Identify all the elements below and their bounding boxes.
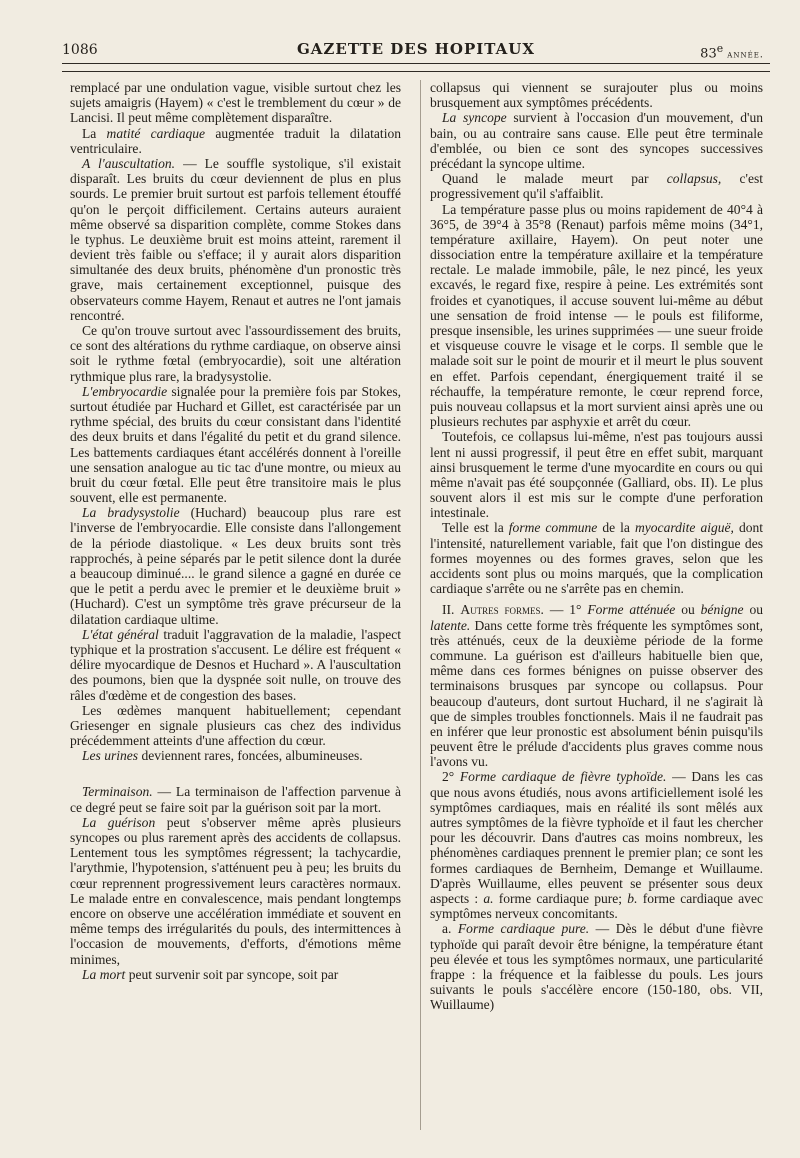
page-number: 1086 bbox=[62, 42, 98, 58]
paragraph: Terminaison. — La terminaison de l'affection parvenue à ce degré peut se faire soit par la guérison soit par la mort. bbox=[70, 784, 402, 815]
header-rule-bottom bbox=[62, 71, 770, 72]
header-rule-top bbox=[62, 63, 770, 64]
paragraph: 2° Forme cardiaque de fièvre typhoïde. — Dans les cas que nous avons étudiés, nous avons artificiellement isolé les symptômes cardiaques, mais en réalité ils sont mêlés aux autres symptômes de la fièvre typhoïde et il faut les chercher pour les découvrir. Dans d'autres cas moins nombreux, les phénomènes cardiaques prennent le premier plan; ce sont les formes cardiaques de Bernheim, Demange et Wuillaume. D'après Wuillaume, elles peuvent se présenter sous deux aspects : a. forme cardiaque pure; b. forme cardiaque avec symptômes nerveux concomitants. bbox=[430, 769, 764, 922]
paragraph: L'embryocardie signalée pour la première fois par Stokes, surtout étudiée par Huchard et Gillet, est caractérisée par un rythme spécial, des bruits du cœur consistant dans l'identité des deux bruits et dans l'égalité du petit et du grand silence. Les battements cardiaques étant accélérés donnent à l'oreille une sensation analogue au tic tac d'une montre, ou mieux au bruit du cœur fœtal. Elle peut être transitoire mais le plus souvent, elle est permanente. bbox=[70, 383, 401, 506]
paragraph: A l'auscultation. — Le souffle systolique, s'il existait disparaît. Les bruits du cœur deviennent de plus en plus sourds. Le premier bruit surtout est parfois tellement étouffé qu'on le perçoit difficilement. Certains auteurs auraient même observé sa disparition complète, comme Stokes dans le typhus. Le deuxième bruit est moins atteint, rarement il devient très faible ou s'efface; il y aurait alors disparition simultanée des deux bruits, phénomène d'un pronostic très grave, mais certainement exceptionnel, puisque des observateurs comme Hayem, Renaut et autres ne l'ont jamais rencontré. bbox=[70, 155, 401, 323]
paragraph: La température passe plus ou moins rapidement de 40°4 à 36°5, de 39°4 à 35°8 (Renaut) parfois même moins (34°1, température axillaire, Hayem). On peut noter une dissociation entre la température axillaire et la température rectale. Le malade immobile, pâle, le nez pincé, les yeux excavés, le regard fixe, respire à peine. Les extrémités sont froides et cyanotiques, il accuse souvent lui-même au début une sensation de froid intense — le pouls est filiforme, presque insensible, les urines supprimées — une sueur froide et visqueuse couvre le visage et le corps. Il semble que le malade soit sur le point de mourir et il meurt le plus souvent en effet. Parfois cependant, énergiquement traité il se réchauffe, la température remonte, le cœur reprend force, puis nouveau collapsus et la mort survient ainsi après une ou plusieurs rechutes par asphyxie et arrêt du cœur. bbox=[430, 201, 763, 430]
column-divider bbox=[420, 80, 421, 1130]
paragraph: Quand le malade meurt par collapsus, c'est progressivement qu'il s'affaiblit. bbox=[430, 171, 764, 202]
paragraph: II. Autres formes. — 1° Forme atténuée ou bénigne ou latente. Dans cette forme très fréquente les symptômes sont, très atténués, ceux de la deuxième période de la forme commune. La guérison est d'ailleurs habituelle bien que, même dans ces formes bénignes on puisse observer des terminaisons brusques par syncope ou collapsus. Pour beaucoup d'auteurs, dont surtout Huchard, il ne s'agirait là que de simples troubles fonctionnels. Mais il ne faudrait pas en inférer que leur pronostic est absolument bénin puisqu'ils peuvent être le prélude d'accidents plus graves comme nous l'avons vu. bbox=[430, 602, 763, 770]
year-label bbox=[700, 42, 764, 61]
paragraph: Telle est la forme commune de la myocardite aiguë, dont l'intensité, naturellement variable, fait que l'on distingue des formes moyennes ou des formes graves, selon que les accidents sont plus ou moins marqués, que la complication cardiaque s'arrête ou ne s'arrête pas en chemin. bbox=[430, 520, 764, 597]
page-header bbox=[62, 38, 770, 62]
year-word: année. bbox=[727, 49, 764, 61]
paragraph: Les urines deviennent rares, foncées, albumineuses. bbox=[82, 748, 363, 764]
paragraph: Toutefois, ce collapsus lui-même, n'est pas toujours aussi lent ni aussi progressif, il peut être en effet subit, marquant ainsi brusquement le terme d'une myocardite en cours ou qui même n'avait pas été soupçonnée (Galliard, obs. II). Le plus souvent alors il est mis sur le compte d'une perforation intestinale. bbox=[430, 429, 763, 521]
section-gap bbox=[70, 763, 401, 784]
left-column bbox=[70, 80, 401, 982]
paragraph: La mort peut survenir soit par syncope, soit par bbox=[82, 966, 339, 982]
paragraph: remplacé par une ondulation vague, visible surtout chez les sujets amaigris (Hayem) « c'est le tremblement du cœur » de Lancisi. Il peut même complètement disparaître. bbox=[70, 80, 401, 126]
paragraph: a. Forme cardiaque pure. — Dès le début d'une fièvre typhoïde qui paraît devoir être bénigne, la température étant peu élevée et tous les symptômes normaux, une particularité frappe : la fréquence et la faiblesse du pouls. Les jours suivants le pouls s'accélère encore (150-180, obs. VII, Wuillaume) bbox=[430, 921, 764, 1013]
paragraph: L'état général traduit l'aggravation de la maladie, l'aspect typhique et la prostration s'accusent. Le délire est fréquent « délire myocardique de Desnos et Huchard ». A l'auscultation des poumons, bien que la dyspnée soit nulle, on trouve des râles d'œdème et de congestion des bases. bbox=[70, 626, 401, 703]
year-number: 83 bbox=[700, 46, 717, 62]
year-sup: e bbox=[716, 42, 724, 55]
paragraph: La syncope survient à l'occasion d'un mouvement, d'un bain, ou au contraire sans cause. Elle peut être terminale d'emblée, ou bien ce sont des syncopes successives précédant la syncope ultime. bbox=[430, 110, 764, 171]
paragraph: Ce qu'on trouve surtout avec l'assourdissement des bruits, ce sont des altérations du rythme cardiaque, on observe ainsi soit le rythme fœtal (embryocardie), soit une altération rythmique plus rare, la bradysystolie. bbox=[70, 323, 401, 384]
paragraph: La guérison peut s'observer même après plusieurs syncopes ou plus rarement après des accidents de collapsus. Lentement tous les symptômes régressent; la tachycardie, l'arythmie, l'hypotension, s'atténuent peu à peu; les bruits du cœur reprennent progressivement leurs caractères normaux. Le malade entre en convalescence, mais pendant longtemps encore on observe une accélération immédiate et souvent en même temps des irrégularités du pouls, des intermittences à l'occasion de mouvements, d'efforts, d'émotions même minimes, bbox=[70, 814, 402, 967]
right-column bbox=[430, 80, 763, 1012]
journal-title: GAZETTE DES HOPITAUX bbox=[296, 40, 535, 58]
paragraph: Les œdèmes manquent habituellement; cependant Griesenger en signale plusieurs cas chez des individus précédemment atteints d'une affection du cœur. bbox=[70, 702, 401, 749]
paragraph: La bradysystolie (Huchard) beaucoup plus rare est l'inverse de l'embryocardie. Elle consiste dans l'allongement de la période diastolique. « Les deux bruits sont très rapprochés, à peine séparés par le petit silence dont la durée a beaucoup diminué.... le grand silence a gagné en durée ce que le petit a perdu avec le premier et le deuxième bruit » (Huchard). C'est un symptôme très grave précurseur de la dilatation cardiaque ultime. bbox=[70, 505, 402, 627]
paragraph: La matité cardiaque augmentée traduit la dilatation ventriculaire. bbox=[70, 125, 402, 156]
paragraph: collapsus qui viennent se surajouter plus ou moins brusquement aux symptômes précédents. bbox=[430, 80, 763, 111]
